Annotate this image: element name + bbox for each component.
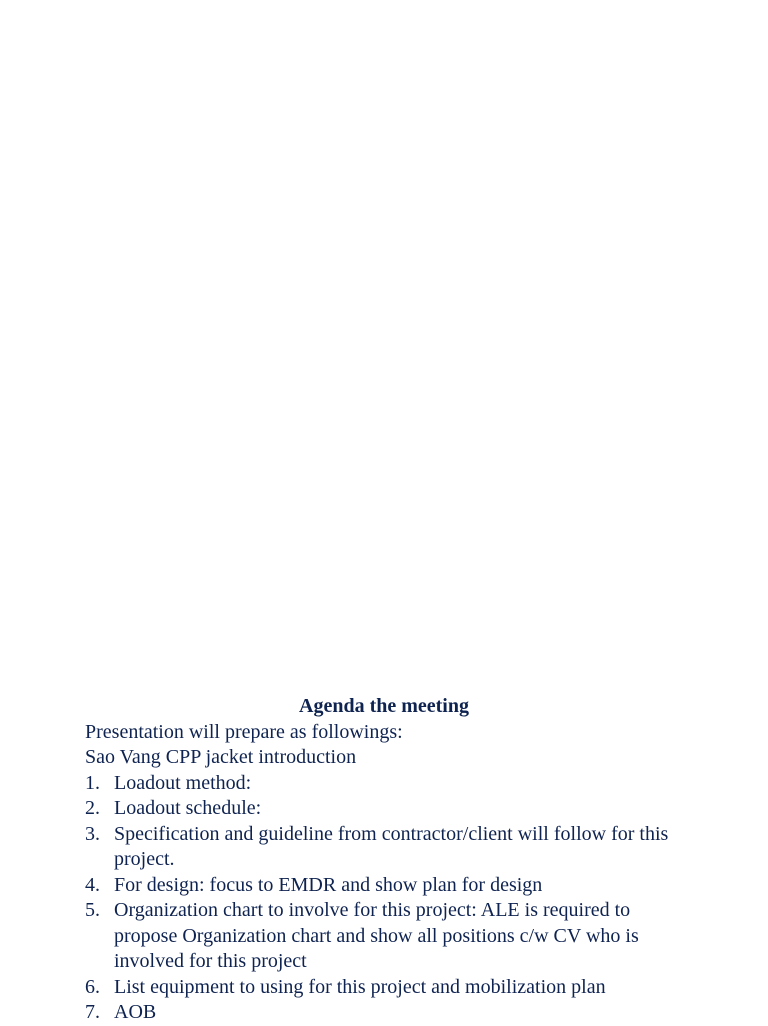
list-item-text: Loadout schedule: <box>114 797 262 819</box>
list-item-number: 4. <box>85 873 100 896</box>
list-item-number: 1. <box>85 771 100 794</box>
list-item-number: 7. <box>85 1001 100 1023</box>
list-item-text: AOB <box>114 1001 157 1023</box>
list-item-number: 5. <box>85 899 100 921</box>
list-item-text: Specification and guideline from contractor/client will follow for this project. <box>114 822 669 870</box>
list-item-number: 3. <box>85 822 100 845</box>
list-item-text: List equipment to using for this project and mobilization plan <box>114 975 606 998</box>
agenda-title: Agenda the meeting <box>299 695 469 717</box>
project-subtitle: Sao Vang CPP jacket introduction <box>85 746 357 768</box>
agenda-list <box>85 771 685 1026</box>
list-item <box>85 975 685 1001</box>
list-item-text: For design: focus to EMDR and show plan for design <box>114 873 543 896</box>
list-item <box>85 796 685 822</box>
list-item-number: 2. <box>85 797 100 819</box>
list-item <box>85 898 685 975</box>
document-body <box>85 694 685 1026</box>
list-item-number: 6. <box>85 975 100 998</box>
list-item-text: Loadout method: <box>114 771 252 794</box>
list-item <box>85 1000 685 1026</box>
list-item <box>85 771 685 797</box>
list-item <box>85 873 685 899</box>
intro-line: Presentation will prepare as followings: <box>85 720 403 743</box>
list-item <box>85 822 685 873</box>
list-item-text: Organization chart to involve for this project: ALE is required to propose Organization chart and show all positions c/w CV who is involved for this project <box>114 899 639 972</box>
